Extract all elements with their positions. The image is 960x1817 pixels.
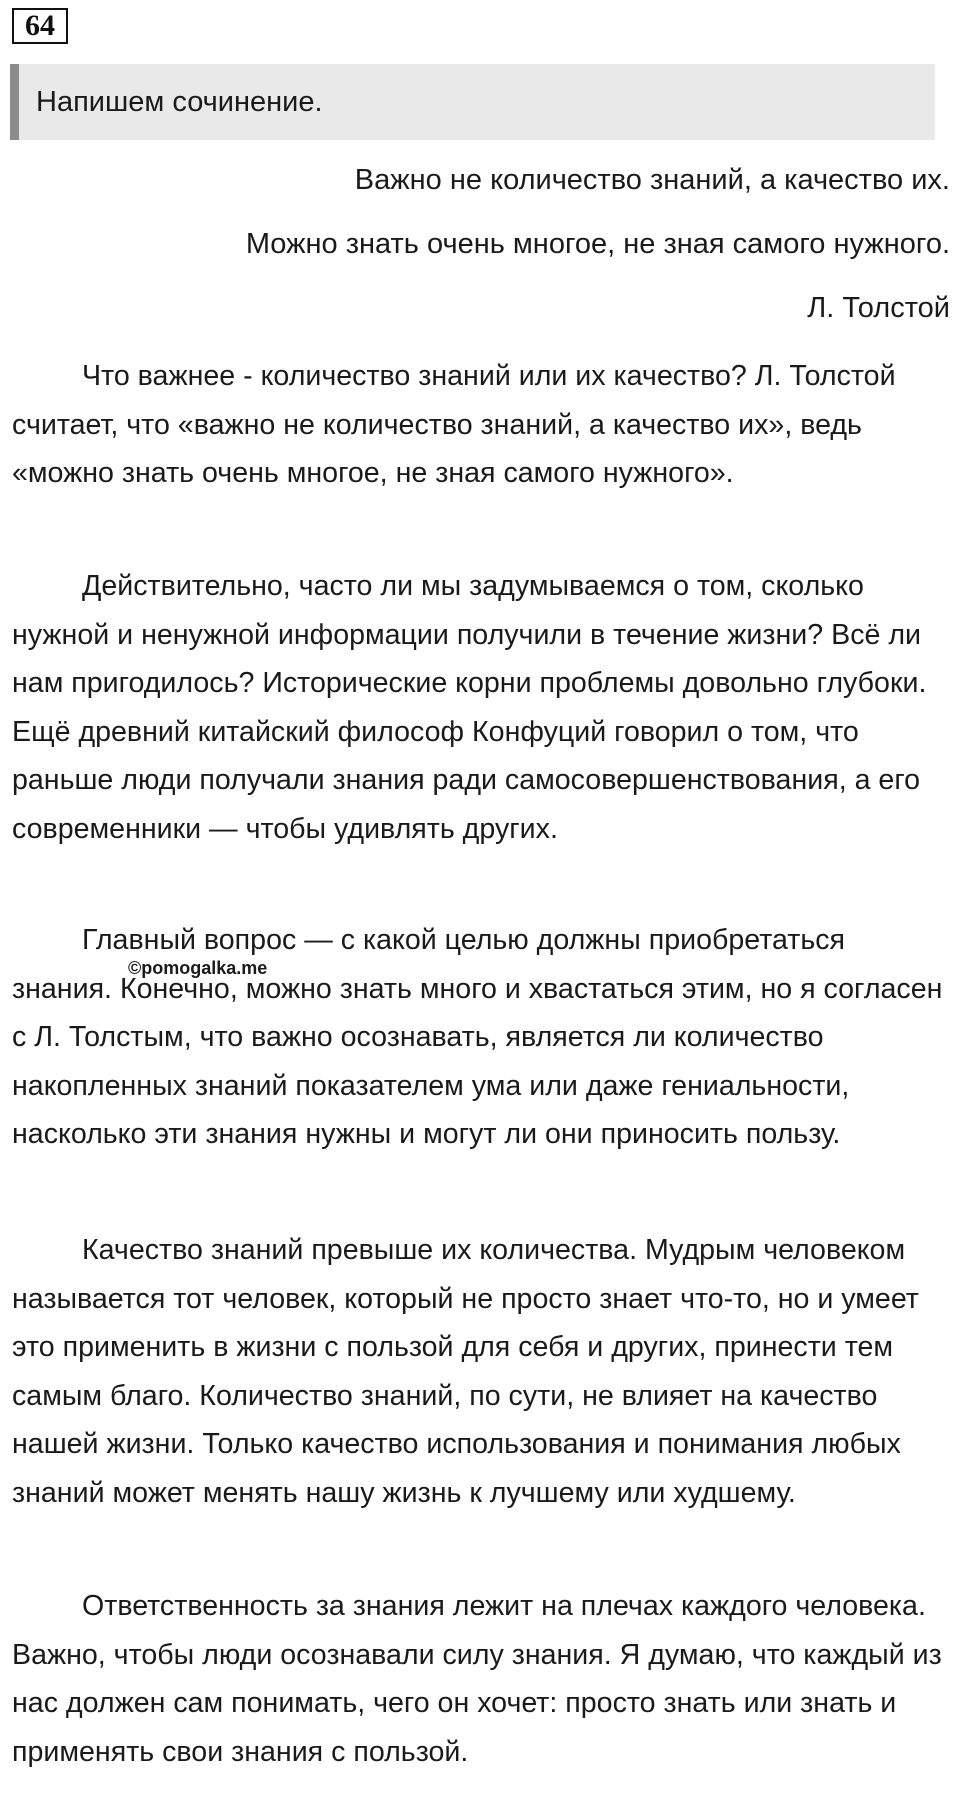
task-number-box: 64	[12, 8, 68, 44]
essay-paragraph-4: Качество знаний превыше их количества. Мудрым человеком называется тот человек, который не просто знает что-то, но и умеет это применить в жизни с пользой для себя и других, принести тем самым благо. Количество знаний, по сути, не влияет на качество нашей жизни. Только качество использования и понимания любых знаний может менять нашу жизнь к лучшему или худшему.	[12, 1234, 919, 1509]
epigraph-line-2: Можно знать очень многое, не зная самого нужного.	[245, 228, 950, 260]
essay-paragraph-1: Что важнее - количество знаний или их качество? Л. Толстой считает, что «важно не количество знаний, а качество их», ведь «можно знать очень многое, не зная самого нужного».	[12, 360, 896, 490]
epigraph-author: Л. Толстой	[807, 292, 950, 324]
epigraph-line-1: Важно не количество знаний, а качество их.	[354, 164, 950, 196]
task-title-banner: Напишем сочинение.	[10, 64, 935, 140]
essay-paragraph-3: Главный вопрос — с какой целью должны приобретаться знания. Конечно, можно знать много и хвастаться этим, но я согласен с Л. Толстым, что важно осознавать, является ли количество накопленных знаний показателем ума или даже гениальности, насколько эти знания нужны и могут ли они приносить пользу.	[12, 924, 943, 1151]
watermark: ©pomogalka.me	[128, 958, 268, 978]
essay-paragraph-5: Ответственность за знания лежит на плечах каждого человека. Важно, чтобы люди осознавали силу знания. Я думаю, что каждый из нас должен сам понимать, чего он хочет: просто знать или знать и применять свои знания с пользой.	[12, 1590, 942, 1768]
essay-paragraph-2: Действительно, часто ли мы задумываемся о том, сколько нужной и ненужной информации получили в течение жизни? Всё ли нам пригодилось? Исторические корни проблемы довольно глубоки. Ещё древний китайский философ Конфуций говорил о том, что раньше люди получали знания ради самосовершенствования, а его современники — чтобы удивлять других.	[12, 570, 927, 845]
